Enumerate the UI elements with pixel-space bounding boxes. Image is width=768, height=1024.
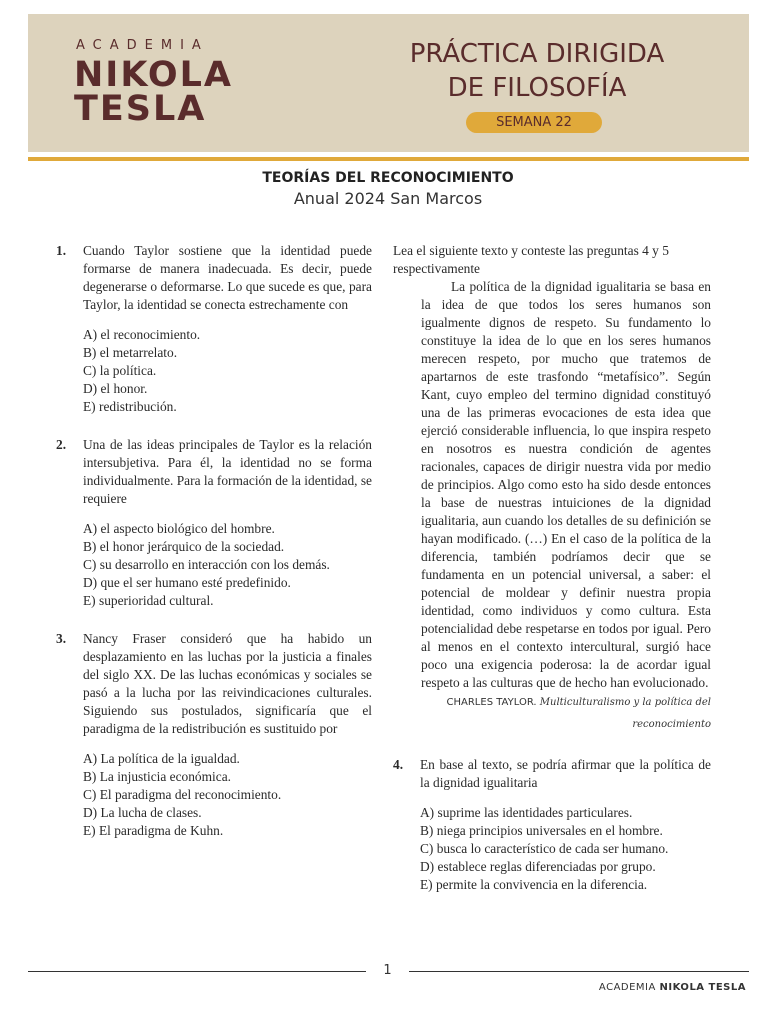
option-c: C) El paradigma del reconocimiento. xyxy=(83,787,282,802)
question-text: En base al texto, se podría afirmar que la política de la dignidad igualitaria xyxy=(420,757,711,790)
question-number: 3. xyxy=(56,631,67,646)
footer-brand-name: NIKOLA TESLA xyxy=(659,982,746,993)
options-list xyxy=(420,804,711,894)
option-c: C) su desarrollo en interacción con los demás. xyxy=(83,557,330,572)
question-text: Nancy Fraser consideró que ha habido un desplazamiento en las luchas por la justicia a finales del siglo XX. De las luchas económicas y sociales se pasó a la lucha por las reivindicaciones culturales. Siguiendo sus postulados, significaría que el paradigma de la redistribución es sustituido por xyxy=(83,631,372,736)
question-number: 4. xyxy=(393,757,404,772)
reading-passage: La política de la dignidad igualitaria se basa en la idea de que todos los seres humanos son igualmente dignos de respeto. Su fundamento lo constituye la idea de lo que en los seres humanos merecen respeto, por mucho que tratemos de apartarnos de este trasfondo “metafísico”. Según Kant, cuyo empleo del termino dignidad constituyó una de las primeras evocaciones de esta idea que ejerció considerable influencia, lo que inspira respeto en nosotros es nuestra condición de agentes racionales, capaces de dirigir nuestra vida por medio de principios. Algo como esto ha sido desde entonces la base de nuestras intuiciones de la dignidad igualitaria, aun cuando los detalles de su definición se hayan modificado. (…) En el caso de la política de la diferencia, también podríamos decir que se fundamenta en un potencial universal, a saber: el potencial de moldear y definir nuestra propia identidad, como individuos y como cultura. Esta potencialidad debe respetarse en todos por igual. Pero al menos en el contexto intercultural, surgió hace poco una exigencia poderosa: la de acordar igual respeto a las culturas que de hecho han evolucionado. xyxy=(421,279,711,690)
page-number: 1 xyxy=(383,963,392,978)
question-4 xyxy=(393,756,711,894)
options-list xyxy=(83,520,372,610)
header-title-line1: PRÁCTICA DIRIGIDA xyxy=(409,39,665,69)
option-b: B) La injusticia económica. xyxy=(83,769,231,784)
option-e: E) superioridad cultural. xyxy=(83,593,214,608)
document-title: TEORÍAS DEL RECONOCIMIENTO xyxy=(262,170,514,186)
option-e: E) El paradigma de Kuhn. xyxy=(83,823,224,838)
options-list xyxy=(83,326,372,416)
footer-rule-left xyxy=(28,971,366,972)
question-text: Cuando Taylor sostiene que la identidad puede formarse de manera inadecuada. Es decir, puede degenerarse o deformarse. Lo que sucede es que, para Taylor, la identidad se conecta estrechamente con xyxy=(83,243,372,312)
option-d: D) el honor. xyxy=(83,381,148,396)
option-c: C) busca lo característico de cada ser humano. xyxy=(420,841,669,856)
header-divider xyxy=(28,157,749,161)
logo-tesla: TESLA xyxy=(74,89,207,129)
document-subtitle: Anual 2024 San Marcos xyxy=(293,189,483,208)
question-2 xyxy=(56,436,372,610)
footer-brand xyxy=(599,982,746,993)
question-3 xyxy=(56,630,372,840)
footer-brand-prefix: ACADEMIA xyxy=(598,982,656,993)
option-d: D) La lucha de clases. xyxy=(83,805,202,820)
reading-instructions: Lea el siguiente texto y conteste las preguntas 4 y 5 respectivamente xyxy=(393,243,669,276)
question-text: Una de las ideas principales de Taylor es la relación intersubjetiva. Para él, la identidad no se forma individualmente. Para la formación de la identidad, se requiere xyxy=(83,437,372,506)
header-title-line2: DE FILOSOFÍA xyxy=(447,73,627,103)
right-column xyxy=(393,242,711,894)
option-b: B) niega principios universales en el hombre. xyxy=(420,823,663,838)
header-banner xyxy=(28,14,749,152)
options-list xyxy=(83,750,372,840)
option-e: E) permite la convivencia en la diferencia. xyxy=(420,877,648,892)
citation-author: CHARLES TAYLOR. xyxy=(446,697,537,708)
option-d: D) que el ser humano esté predefinido. xyxy=(83,575,291,590)
citation-work: Multiculturalismo y la política del reconocimiento xyxy=(539,697,711,730)
passage-citation xyxy=(421,692,711,736)
option-a: A) La política de la igualdad. xyxy=(83,751,240,766)
left-column xyxy=(56,242,372,840)
logo-nikola: NIKOLA xyxy=(74,55,234,95)
question-1 xyxy=(56,242,372,416)
option-a: A) el aspecto biológico del hombre. xyxy=(83,521,275,536)
question-number: 1. xyxy=(56,243,67,258)
option-a: A) el reconocimiento. xyxy=(83,327,201,342)
option-c: C) la política. xyxy=(83,363,157,378)
option-b: B) el metarrelato. xyxy=(83,345,178,360)
option-b: B) el honor jerárquico de la sociedad. xyxy=(83,539,285,554)
option-a: A) suprime las identidades particulares. xyxy=(420,805,633,820)
week-badge: SEMANA 22 xyxy=(466,112,602,133)
option-d: D) establece reglas diferenciadas por grupo. xyxy=(420,859,656,874)
option-e: E) redistribución. xyxy=(83,399,177,414)
logo-academia: ACADEMIA xyxy=(76,38,209,53)
question-number: 2. xyxy=(56,437,67,452)
footer-rule-right xyxy=(409,971,749,972)
